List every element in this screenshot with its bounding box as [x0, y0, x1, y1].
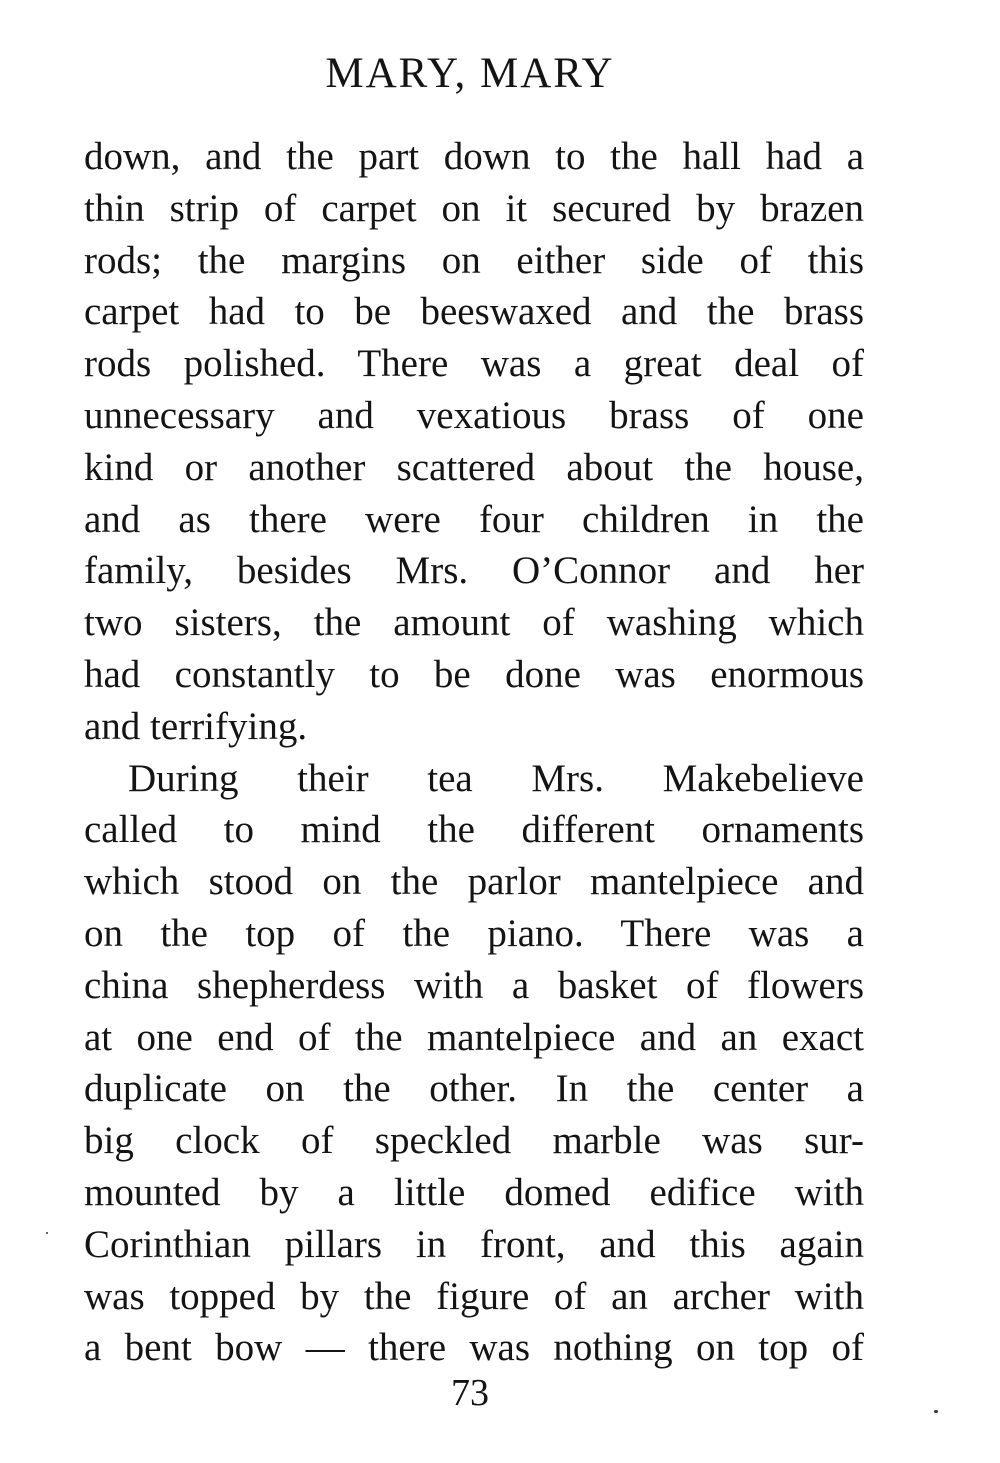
print-speck [934, 1410, 938, 1413]
text-line: mounted by a little domed edifice with [84, 1170, 864, 1214]
text-line: china shepherdess with a basket of flowers [84, 963, 864, 1007]
text-line: During their tea Mrs. Makebelieve [128, 756, 864, 800]
text-line: thin strip of carpet on it secured by brazen [84, 186, 864, 230]
text-line: called to mind the different ornaments [84, 808, 864, 852]
text-line: Corinthian pillars in front, and this again [84, 1222, 864, 1266]
text-line: kind or another scattered about the house, [84, 445, 864, 489]
print-speck [46, 1232, 48, 1234]
text-line: unnecessary and vexatious brass of one [84, 393, 864, 437]
text-line: which stood on the parlor mantelpiece and [84, 860, 864, 904]
text-line: rods polished. There was a great deal of [84, 342, 864, 386]
text-line: and terrifying. [84, 704, 308, 748]
text-line: a bent bow — there was nothing on top of [84, 1326, 864, 1370]
text-line: and as there were four children in the [84, 497, 864, 541]
running-head: MARY, MARY [325, 50, 615, 97]
page-number: 73 [451, 1372, 489, 1414]
text-line: down, and the part down to the hall had a [84, 135, 864, 178]
text-line: at one end of the mantelpiece and an exact [84, 1015, 864, 1059]
text-line: had constantly to be done was enormous [84, 652, 864, 696]
body-text [84, 131, 864, 1374]
text-line: family, besides Mrs. O’Connor and her [84, 549, 864, 593]
text-line: big clock of speckled marble was sur- [84, 1119, 864, 1163]
text-line: duplicate on the other. In the center a [84, 1067, 864, 1111]
text-line: was topped by the figure of an archer with [84, 1274, 864, 1318]
text-line: rods; the margins on either side of this [84, 238, 864, 282]
text-line: two sisters, the amount of washing which [84, 601, 864, 645]
text-line: carpet had to be beeswaxed and the brass [84, 290, 864, 334]
text-line: on the top of the piano. There was a [84, 911, 864, 955]
